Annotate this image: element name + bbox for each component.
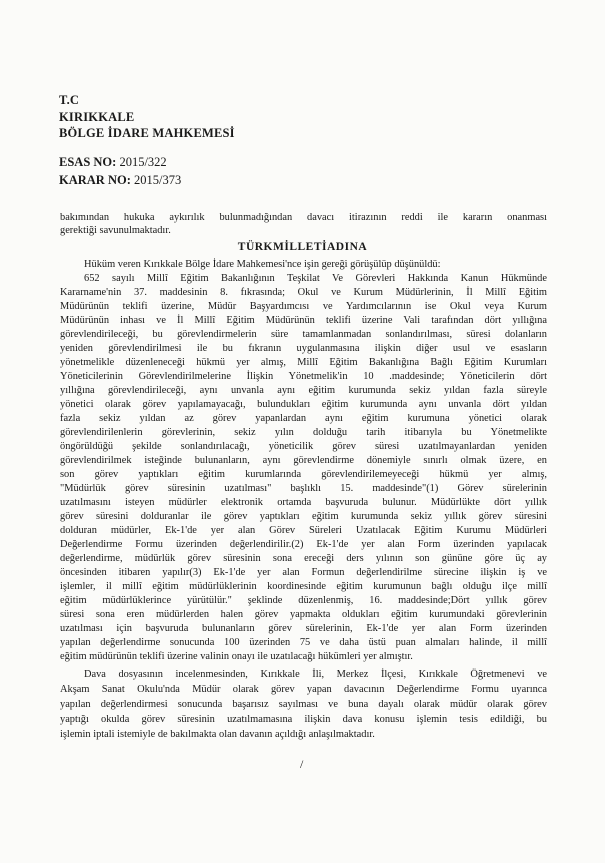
body-line: yapılan değerlendirme sonucunda 100 üzerinden 75 ve daha üstü puan almaları halinde, il millî	[60, 637, 547, 648]
karar-no	[59, 173, 181, 188]
body-line: uzatılmasını isteyen müdürler elektronik ortamda başvuruda bulunur. Müdürlükte dört yıllık	[60, 497, 547, 508]
karar-value: 2015/373	[134, 173, 182, 187]
karar-label: KARAR NO:	[59, 173, 131, 187]
body-line: son görev yaptıkları eğitim kurumlarında görevlendirilemeyeceği hükmü yer almış,	[60, 469, 547, 480]
page-mark: /	[300, 757, 304, 771]
body-line: öncesinden itibaren yapılır(3) Ek-1'de yer alan Formun değerlendirilme sürecine ilişkin iş ve	[60, 567, 547, 578]
body-line: eğitim müdürlüklerince yürütülür." şeklinde düzenlenmiş, 16. maddesinde;Dört yıllık görev	[60, 595, 547, 606]
body-line: 652 sayılı Millî Eğitim Bakanlığının Teşkilat Ve Görevleri Hakkında Kanun Hükmünde	[84, 273, 547, 284]
body-line: Müdürünün teklifi üzerine, Müdür Başyardımcısı ve Yardımcılarının ise Okul veya Kurum	[60, 301, 547, 312]
body-line: dolduran müdürler, Ek-1'de yer alan Görev Süreleri Uzatılacak Eğitim Kurumu Müdürleri	[60, 525, 547, 536]
header-city: KIRIKKALE	[59, 110, 135, 124]
body-line: yeniden görevlendirilmesi ile bu fıkranın uygulanmasına ilişkin diğer usul ve esasların	[60, 343, 547, 354]
body-line: fazla sekiz yıldan az görev yapanlardan aynı eğitim kurumuna yönetici olarak	[60, 413, 547, 424]
header-country: T.C	[59, 93, 80, 107]
body-line: görevlendirileceği, bu görevlendirmelerin süre tamamlanmadan sonlandırılması, süresi dolanların	[60, 329, 547, 340]
section-heading: TÜRKMİLLETİADINA	[237, 241, 368, 253]
body-line: işlemin iptali istemiyle de bakılmakta olan davanın açıldığı anlaşılmaktadır.	[60, 729, 375, 740]
intro-line: bakımından hukuka aykırılık bulunmadığından davacı itirazının reddi ile kararın onanması	[60, 212, 547, 223]
body-line: görev süresini dolduranlar ile görev yaptıkları eğitim kurumunda sekiz yıllık görev süresini	[60, 511, 547, 522]
body-line: görevlendirilmek isteğinde bulunanların, aynı görevlendirme dönemiyle sınırlı olmak üzere, en	[60, 455, 547, 466]
esas-no	[59, 155, 167, 170]
body-line: eğitim müdürünün teklifi üzerine valinin onayı ile uzatılacağı hükümleri yer almıştır.	[60, 651, 413, 662]
body-line: Değerlendirme Formu üzerinden değerlendirilir.(2) Ek-1'de yer alan Form üzerinden yapılacak	[60, 539, 547, 550]
body-line: yıllığına görevlendirileceği, aynı unvanla aynı eğitim kurumunda sekiz yıldan fazla süreyle	[60, 385, 547, 396]
body-line: değerlendirme, müdürlük görev süresinin sona ereceği ders yılının son gününe göre üç ay	[60, 553, 547, 564]
body-line: görevlendirilenlerin görevlerinin, sekiz yılın dolduğu tarih itibarıyla bu Yönetmelikte	[60, 427, 547, 438]
body-line: Müdürünün inhası ve İl Millî Eğitim Müdürünün teklifi üzerine Vali tarafından dört yıllığına	[60, 315, 547, 326]
body-line: Yöneticilerinin Görevlendirilmelerine İlişkin Yönetmelik'in 10 .maddesinde; Yöneticilerin dört	[60, 371, 547, 382]
body-line: Hüküm veren Kırıkkale Bölge İdare Mahkemesi'nce işin gereği görüşülüp düşünüldü:	[84, 259, 441, 270]
body-line: yönetmelikle düzenleneceği hükmü yer almış, Millî Eğitim Bakanlığına Bağlı Eğitim Kurumları	[60, 357, 547, 368]
esas-value: 2015/322	[119, 155, 167, 169]
body-line: öngörüldüğü şekilde sonlandırılacağı, yöneticilik görev süresi uzatılmayanlardan yeniden	[60, 441, 547, 452]
body-line: Akşam Sanat Okulu'nda Müdür olarak görev yapan davacının Değerlendirme Formu uyarınca	[60, 684, 547, 695]
body-line: işlemler, il millî eğitim müdürlüklerinin koordinesinde eğitim kurumunun bağlı olduğu ilçe millî	[60, 581, 547, 592]
body-line: yapılan değerlendirmesi sonucunda başarısız sayılması ve buna dayalı olarak müdür olarak görev	[60, 699, 547, 710]
header-court: BÖLGE İDARE MAHKEMESİ	[59, 126, 235, 140]
body-line: yaptığı okulda görev süresinin uzatılmamasına ilişkin dava konusu işlemin tesis edildiği, bu	[60, 714, 547, 725]
esas-label: ESAS NO:	[59, 155, 117, 169]
body-line: Kararname'nin 37. maddesinin 8. fıkrasında; Okul ve Kurum Müdürlerinin, İl Millî Eğitim	[60, 287, 547, 298]
intro-line: gerektiği savunulmaktadır.	[60, 225, 171, 236]
body-line: yönetici olarak görev yapılamayacağı, bulundukları eğitim kurumunda aynı unvanla dört yıldan	[60, 399, 547, 410]
body-line: uzatılması için başvuruda bulunanların görev sürelerinin, Ek-1'de yer alan Form üzerinden	[60, 623, 547, 634]
body-line: Dava dosyasının incelenmesinden, Kırıkkale İli, Merkez İlçesi, Kırıkkale Öğretmenevi ve	[84, 669, 547, 680]
body-line: süresi sona eren müdürlerden halen görev yapmakta oldukları eğitim kurumundaki görevlerinin	[60, 609, 547, 620]
body-line: "Müdürlük görev süresinin uzatılması" başlıklı 15. maddesinde"(1) Görev sürelerinin	[60, 483, 547, 494]
